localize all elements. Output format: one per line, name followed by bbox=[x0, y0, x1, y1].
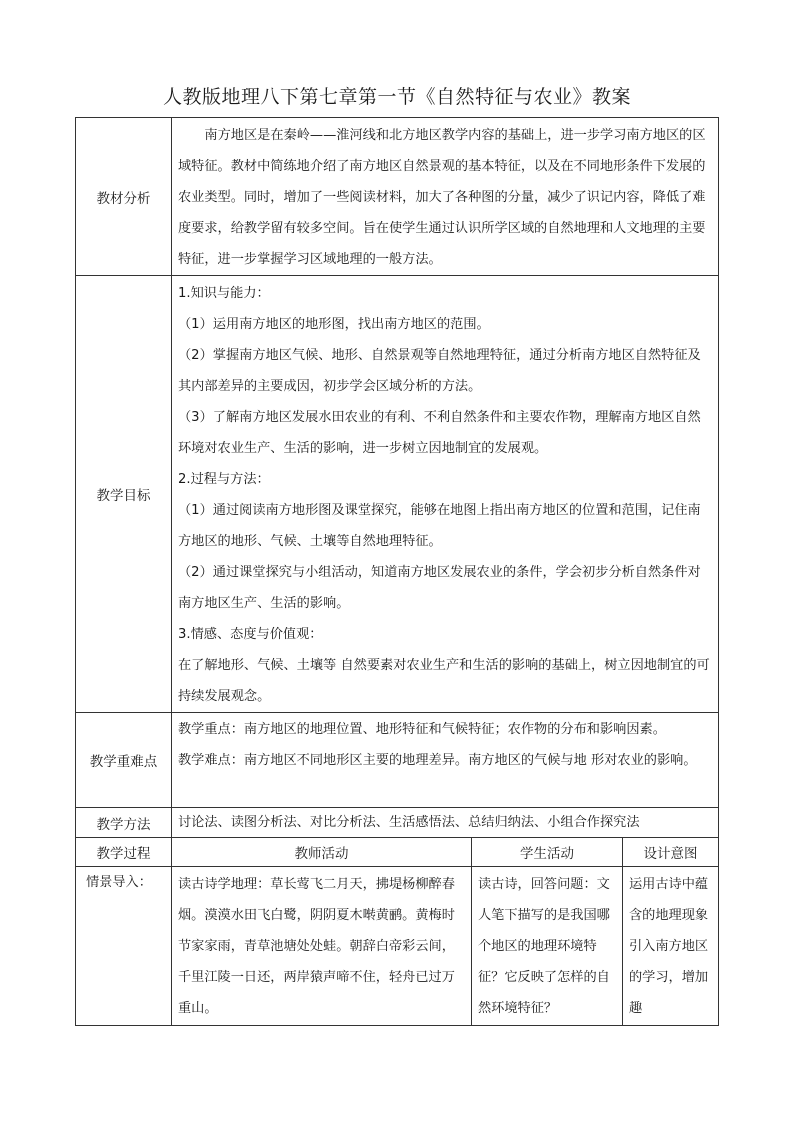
row-goals bbox=[76, 276, 719, 713]
goal-line: 2.过程与方法： bbox=[178, 472, 270, 487]
goal-line: （2）通过课堂探究与小组活动，知道南方地区发展农业的条件，学会初步分析自然条件对南方地区生产、生活的影响。 bbox=[178, 565, 701, 611]
goal-line: （1）运用南方地区的地形图，找出南方地区的范围。 bbox=[178, 317, 490, 332]
header-student: 学生活动 bbox=[472, 838, 623, 867]
row-material bbox=[76, 118, 719, 276]
goal-line: （2）掌握南方地区气候、地形、自然景观等自然地理特征，通过分析南方地区自然特征及其内部差异的主要成因，初步学会区域分析的方法。 bbox=[178, 348, 701, 394]
row-keypoints bbox=[76, 713, 719, 808]
label-keypoints: 教学重难点 bbox=[76, 713, 172, 808]
goal-line: 3.情感、态度与价值观： bbox=[178, 627, 323, 642]
goal-line: （1）通过阅读南方地形图及课堂探究，能够在地图上指出南方地区的位置和范围，记住南方地区的地形、气候、土壤等自然地理特征。 bbox=[178, 503, 701, 549]
page-title: 人教版地理八下第七章第一节《自然特征与农业》教案 bbox=[162, 86, 631, 108]
lesson-plan-table bbox=[75, 117, 719, 1026]
design-intent: 运用古诗中蕴含的地理现象引入南方地区的学习，增加趣 bbox=[629, 877, 709, 1016]
material-text: 南方地区是在秦岭——淮河线和北方地区教学内容的基础上，进一步学习南方地区的区域特征。教材中简练地介绍了南方地区自然景观的基本特征，以及在不同地形条件下发展的农业类型。同时，增加了一些阅读材料，加大了各种图的分量，减少了识记内容，降低了难度要求，给教学留有较多空间。旨在使学生通过认识所学区域的自然地理和人文地理的主要特征，进一步掌握学习区域地理的一般方法。 bbox=[178, 128, 706, 267]
keypoint-line: 教学难点：南方地区不同地形区主要的地理差异。南方地区的气候与地 形对农业的影响。 bbox=[178, 753, 697, 768]
methods-text: 讨论法、读图分析法、对比分析法、生活感悟法、总结归纳法、小组合作探究法 bbox=[178, 814, 640, 830]
row-process-header bbox=[76, 838, 719, 867]
goal-line: 在了解地形、气候、土壤等 自然要素对农业生产和生活的影响的基础上，树立因地制宜的可持续发展观念。 bbox=[178, 658, 710, 704]
goal-line: （3）了解南方地区发展水田农业的有利、不利自然条件和主要农作物，理解南方地区自然环境对农业生产、生活的影响，进一步树立因地制宜的发展观。 bbox=[178, 410, 701, 456]
goal-line: 1.知识与能力： bbox=[178, 286, 270, 301]
header-teacher: 教师活动 bbox=[172, 838, 472, 867]
label-process: 教学过程 bbox=[76, 838, 172, 867]
label-goals: 教学目标 bbox=[76, 276, 172, 713]
label-methods: 教学方法 bbox=[76, 808, 172, 838]
label-intro: 情景导入： bbox=[76, 867, 172, 1026]
student-activity: 读古诗，回答问题：文人笔下描写的是我国哪个地区的地理环境特征？它反映了怎样的自然环境特征？ bbox=[478, 877, 610, 1016]
teacher-activity: 读古诗学地理：草长莺飞二月天，拂堤杨柳醉春烟。漠漠水田飞白鹭，阴阴夏木啭黄鹂。黄梅时节家家雨，青草池塘处处蛙。朝辞白帝彩云间，千里江陵一日还，两岸猿声啼不住，轻舟已过万重山。 bbox=[178, 877, 455, 1016]
keypoint-line: 教学重点：南方地区的地理位置、地形特征和气候特征；农作物的分布和影响因素。 bbox=[178, 722, 666, 737]
header-intent: 设计意图 bbox=[623, 838, 719, 867]
row-intro bbox=[76, 867, 719, 1026]
row-methods bbox=[76, 808, 719, 838]
label-material: 教材分析 bbox=[76, 118, 172, 276]
